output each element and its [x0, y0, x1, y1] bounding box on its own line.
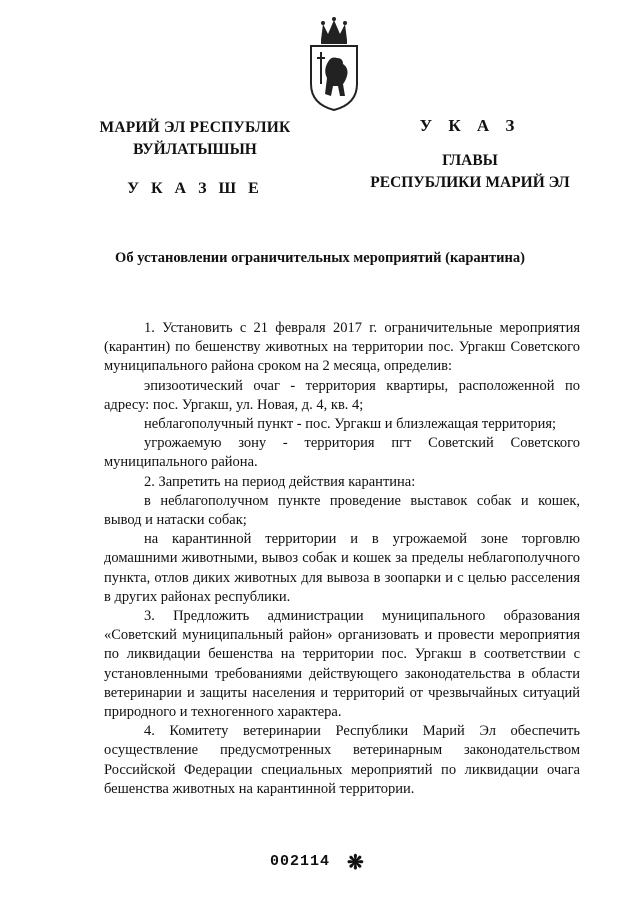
paragraph-7: на карантинной территории и в угрожаемой зоне торговлю домашними животными, вывоз собак и кошек за пределы неблагополучного пункта, отлов диких животных для вывоза в зоопарки и с целью расселения в других районах республики. — [104, 531, 580, 605]
paragraph-3: неблагополучный пункт - пос. Ургакш и близлежащая территория; — [144, 416, 557, 433]
document-body — [104, 319, 580, 799]
document-title: Об установлении ограничительных мероприятий (карантина) — [115, 250, 525, 266]
paragraph-9: 4. Комитету ветеринарии Республики Марий Эл обеспечить осуществление предусмотренных ветеринарным законодательством Российской Федерации специальных мероприятий по ликвидации очага бешенства животных на карантинной территории. — [104, 723, 580, 797]
header-left-line2: ВУЙЛАТЫШЫН — [133, 141, 257, 158]
header-left-block — [95, 117, 295, 200]
paragraph-2: эпизоотический очаг - территория квартиры, расположенной по адресу: пос. Ургакш, ул. Новая, д. 4, кв. 4; — [104, 377, 580, 413]
header-right-line1: У К А З — [419, 116, 521, 135]
coat-of-arms-icon — [307, 12, 361, 112]
paragraph-1: 1. Установить с 21 февраля 2017 г. ограничительные мероприятия (карантин) по бешенству животных на территории пос. Ургакш Советского муниципального района сроком на 2 месяца, определив: — [104, 320, 580, 375]
paragraph-8: 3. Предложить администрации муниципального образования «Советский муниципальный район» организовать и провести мероприятия по ликвидации бешенства на территории пос. Ургакш в соответствии с установленными требованиями действующего законодательства в области ветеринарии и защиты населения и территорий от чрезвычайных ситуаций природного и техногенного характера. — [104, 608, 580, 721]
paragraph-5: 2. Запретить на период действия карантина: — [144, 473, 416, 490]
header-left-line3: У К А З Ш Е — [127, 180, 263, 197]
paragraph-4: угрожаемую зону - территория пгт Советский Советского муниципального района. — [104, 435, 580, 471]
header-right-line2: ГЛАВЫ — [442, 152, 498, 169]
document-number: 002114 — [270, 853, 331, 870]
header-right-block — [360, 115, 580, 194]
paragraph-6: в неблагополучном пункте проведение выставок собак и кошек, вывод и натаски собак; — [104, 492, 580, 529]
header-left-line1: МАРИЙ ЭЛ РЕСПУБЛИК — [99, 119, 291, 136]
asterisk-mark: ❋ — [347, 852, 364, 874]
header-right-line3: РЕСПУБЛИКИ МАРИЙ ЭЛ — [370, 174, 570, 191]
